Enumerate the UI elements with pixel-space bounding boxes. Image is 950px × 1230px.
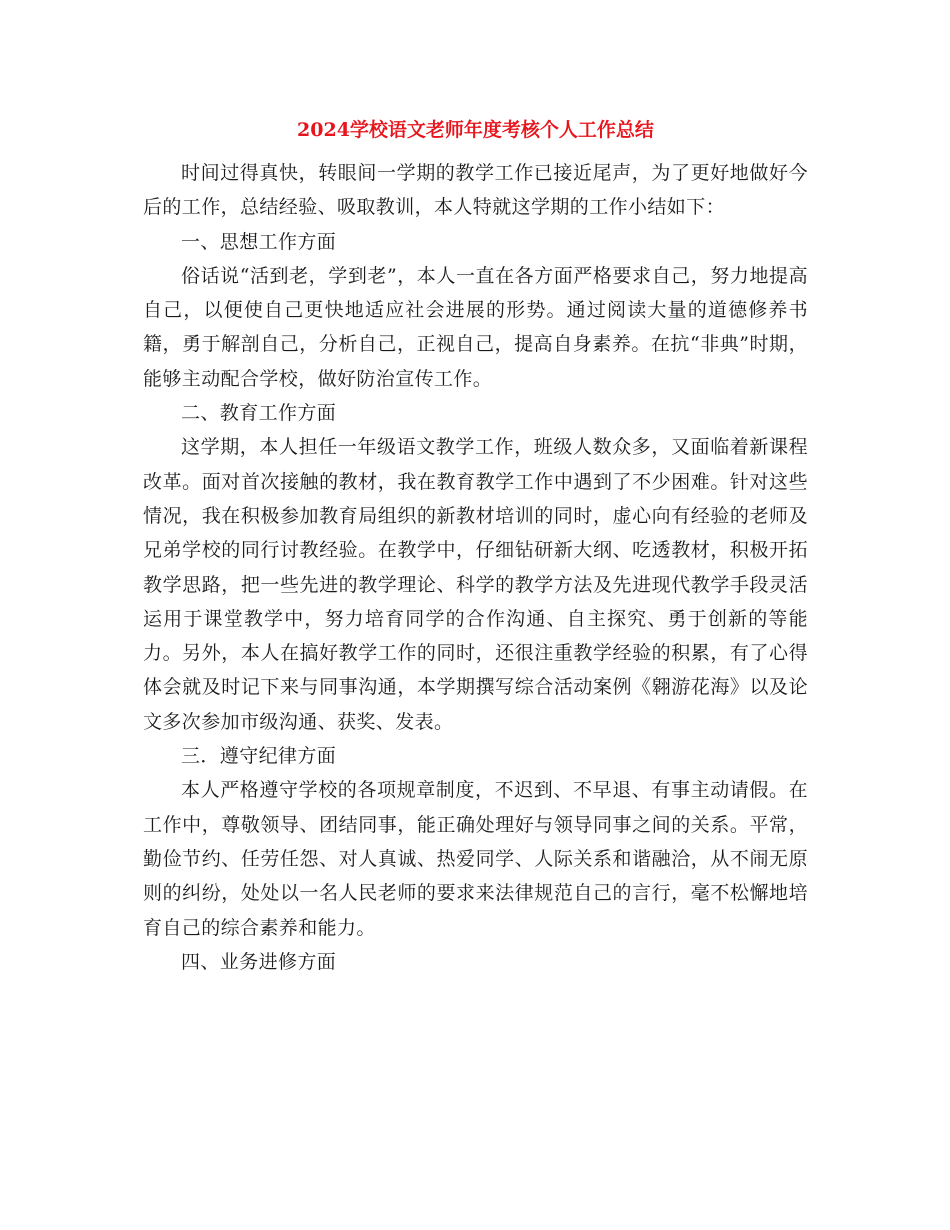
section-heading-discipline: 三．遵守纪律方面 [181,745,337,768]
section-body-discipline: 本人严格遵守学校的各项规章制度，不迟到、不早退、有事主动请假。在工作中，尊敬领导、团结同事，能正确处理好与领导同事之间的关系。平常，勤俭节约、任劳任怨、对人真诚、热爱同学、人际关系和谐融洽，从不闹无原则的纠纷，处处以一名人民老师的要求来法律规范自己的言行，毫不松懈地培育自己的综合素养和能力。 [143,779,808,939]
section-body-education: 这学期，本人担任一年级语文教学工作，班级人数众多，又面临着新课程改革。面对首次接触的教材，我在教育教学工作中遇到了不少困难。针对这些情况，我在积极参加教育局组织的新教材培训的同时，虚心向有经验的老师及兄弟学校的同行讨教经验。在教学中，仔细钻研新大纲、吃透教材，积极开拓教学思路，把一些先进的教学理论、科学的教学方法及先进现代教学手段灵活运用于课堂教学中，努力培育同学的合作沟通、自主探究、勇于创新的等能力。另外，本人在搞好教学工作的同时，还很注重教学经验的积累，有了心得体会就及时记下来与同事沟通，本学期撰写综合活动案例《翱游花海》以及论文多次参加市级沟通、获奖、发表。 [143,436,808,733]
section-heading-thought: 一、思想工作方面 [181,230,337,253]
document-body [143,112,808,979]
section-heading-education: 二、教育工作方面 [181,402,337,425]
intro-paragraph: 时间过得真快，转眼间一学期的教学工作已接近尾声，为了更好地做好今后的工作，总结经验、吸取教训，本人特就这学期的工作小结如下： [143,162,808,219]
section-heading-study: 四、业务进修方面 [181,950,337,973]
section-body-thought: 俗话说“活到老，学到老”，本人一直在各方面严格要求自己，努力地提高自己，以便使自己更快地适应社会进展的形势。通过阅读大量的道德修养书籍，勇于解剖自己，分析自己，正视自己，提高自身素养。在抗“非典”时期，能够主动配合学校，做好防治宣传工作。 [143,264,808,390]
document-title: 2024学校语文老师年度考核个人工作总结 [297,119,654,141]
